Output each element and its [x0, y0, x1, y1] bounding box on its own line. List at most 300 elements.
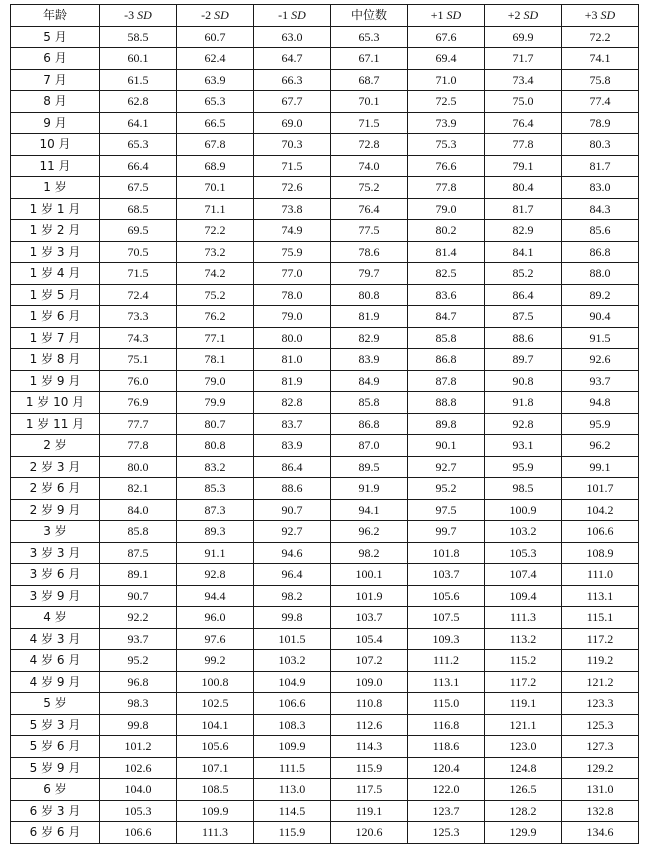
- cell-minus-2sd: 108.5: [177, 779, 254, 801]
- table-row: [11, 435, 639, 457]
- cell-plus-2sd: 119.1: [485, 693, 562, 715]
- cell-plus-1sd: 75.3: [408, 134, 485, 156]
- cell-minus-3sd: 77.7: [100, 413, 177, 435]
- header-minus-2sd: [177, 5, 254, 27]
- cell-minus-3sd: 101.2: [100, 736, 177, 758]
- cell-age: 5 岁 3 月: [11, 714, 100, 736]
- cell-minus-2sd: 96.0: [177, 607, 254, 629]
- cell-median: 77.5: [331, 220, 408, 242]
- cell-age: 6 月: [11, 48, 100, 70]
- cell-age: 1 岁 11 月: [11, 413, 100, 435]
- cell-plus-3sd: 129.2: [562, 757, 639, 779]
- table-row: [11, 112, 639, 134]
- cell-plus-1sd: 97.5: [408, 499, 485, 521]
- cell-minus-2sd: 105.6: [177, 736, 254, 758]
- cell-plus-2sd: 87.5: [485, 306, 562, 328]
- cell-plus-2sd: 129.9: [485, 822, 562, 844]
- cell-plus-1sd: 116.8: [408, 714, 485, 736]
- cell-age: 11 月: [11, 155, 100, 177]
- cell-age: 6 岁 6 月: [11, 822, 100, 844]
- table-header: [11, 5, 639, 27]
- cell-plus-3sd: 75.8: [562, 69, 639, 91]
- cell-plus-2sd: 89.7: [485, 349, 562, 371]
- cell-plus-2sd: 95.9: [485, 456, 562, 478]
- cell-age: 1 岁 3 月: [11, 241, 100, 263]
- cell-minus-1sd: 99.8: [254, 607, 331, 629]
- cell-minus-1sd: 73.8: [254, 198, 331, 220]
- cell-age: 5 岁: [11, 693, 100, 715]
- cell-plus-3sd: 72.2: [562, 26, 639, 48]
- cell-minus-1sd: 79.0: [254, 306, 331, 328]
- cell-plus-2sd: 77.8: [485, 134, 562, 156]
- cell-minus-1sd: 111.5: [254, 757, 331, 779]
- cell-median: 115.9: [331, 757, 408, 779]
- cell-age: 6 岁 3 月: [11, 800, 100, 822]
- cell-minus-3sd: 95.2: [100, 650, 177, 672]
- cell-plus-1sd: 123.7: [408, 800, 485, 822]
- cell-plus-2sd: 105.3: [485, 542, 562, 564]
- cell-minus-3sd: 58.5: [100, 26, 177, 48]
- cell-minus-3sd: 66.4: [100, 155, 177, 177]
- cell-age: 1 岁: [11, 177, 100, 199]
- table-row: [11, 48, 639, 70]
- cell-age: 2 岁 6 月: [11, 478, 100, 500]
- cell-minus-2sd: 102.5: [177, 693, 254, 715]
- cell-age: 3 岁 6 月: [11, 564, 100, 586]
- cell-plus-1sd: 76.6: [408, 155, 485, 177]
- cell-plus-2sd: 109.4: [485, 585, 562, 607]
- cell-plus-1sd: 95.2: [408, 478, 485, 500]
- cell-plus-2sd: 80.4: [485, 177, 562, 199]
- cell-age: 1 岁 4 月: [11, 263, 100, 285]
- cell-minus-2sd: 87.3: [177, 499, 254, 521]
- cell-plus-2sd: 76.4: [485, 112, 562, 134]
- cell-age: 9 月: [11, 112, 100, 134]
- cell-plus-1sd: 67.6: [408, 26, 485, 48]
- cell-age: 1 岁 6 月: [11, 306, 100, 328]
- cell-plus-1sd: 109.3: [408, 628, 485, 650]
- cell-minus-2sd: 99.2: [177, 650, 254, 672]
- cell-plus-2sd: 100.9: [485, 499, 562, 521]
- cell-minus-1sd: 83.7: [254, 413, 331, 435]
- cell-minus-2sd: 74.2: [177, 263, 254, 285]
- cell-minus-3sd: 105.3: [100, 800, 177, 822]
- cell-age: 3 岁 9 月: [11, 585, 100, 607]
- cell-minus-3sd: 73.3: [100, 306, 177, 328]
- table-row: [11, 284, 639, 306]
- cell-minus-3sd: 68.5: [100, 198, 177, 220]
- table-row: [11, 521, 639, 543]
- cell-plus-2sd: 82.9: [485, 220, 562, 242]
- cell-plus-1sd: 88.8: [408, 392, 485, 414]
- cell-median: 119.1: [331, 800, 408, 822]
- cell-minus-1sd: 69.0: [254, 112, 331, 134]
- table-row: [11, 693, 639, 715]
- cell-minus-2sd: 85.3: [177, 478, 254, 500]
- table-row: [11, 607, 639, 629]
- cell-minus-1sd: 75.9: [254, 241, 331, 263]
- cell-minus-3sd: 65.3: [100, 134, 177, 156]
- cell-plus-3sd: 86.8: [562, 241, 639, 263]
- cell-median: 79.7: [331, 263, 408, 285]
- cell-plus-3sd: 127.3: [562, 736, 639, 758]
- cell-minus-2sd: 79.9: [177, 392, 254, 414]
- table-row: [11, 263, 639, 285]
- cell-minus-2sd: 89.3: [177, 521, 254, 543]
- cell-median: 107.2: [331, 650, 408, 672]
- cell-age: 2 岁 9 月: [11, 499, 100, 521]
- header-minus-3sd-unit: SD: [137, 8, 152, 23]
- cell-median: 71.5: [331, 112, 408, 134]
- cell-median: 84.9: [331, 370, 408, 392]
- cell-plus-2sd: 128.2: [485, 800, 562, 822]
- cell-plus-2sd: 71.7: [485, 48, 562, 70]
- table-row: [11, 327, 639, 349]
- cell-age: 2 岁: [11, 435, 100, 457]
- cell-minus-2sd: 80.7: [177, 413, 254, 435]
- cell-minus-2sd: 62.4: [177, 48, 254, 70]
- cell-median: 120.6: [331, 822, 408, 844]
- cell-plus-2sd: 84.1: [485, 241, 562, 263]
- cell-plus-1sd: 81.4: [408, 241, 485, 263]
- cell-plus-3sd: 115.1: [562, 607, 639, 629]
- cell-minus-1sd: 70.3: [254, 134, 331, 156]
- cell-minus-3sd: 99.8: [100, 714, 177, 736]
- header-median: 中位数: [331, 5, 408, 27]
- cell-plus-3sd: 96.2: [562, 435, 639, 457]
- cell-minus-2sd: 78.1: [177, 349, 254, 371]
- cell-plus-3sd: 123.3: [562, 693, 639, 715]
- header-minus-3sd: [100, 5, 177, 27]
- cell-plus-2sd: 88.6: [485, 327, 562, 349]
- cell-minus-3sd: 60.1: [100, 48, 177, 70]
- cell-age: 1 岁 1 月: [11, 198, 100, 220]
- cell-minus-3sd: 77.8: [100, 435, 177, 457]
- cell-minus-1sd: 94.6: [254, 542, 331, 564]
- cell-median: 89.5: [331, 456, 408, 478]
- cell-median: 82.9: [331, 327, 408, 349]
- cell-minus-2sd: 70.1: [177, 177, 254, 199]
- cell-plus-3sd: 101.7: [562, 478, 639, 500]
- cell-plus-1sd: 84.7: [408, 306, 485, 328]
- cell-minus-2sd: 77.1: [177, 327, 254, 349]
- header-plus-1sd-sign: +1: [430, 8, 444, 23]
- cell-minus-3sd: 104.0: [100, 779, 177, 801]
- cell-minus-2sd: 109.9: [177, 800, 254, 822]
- cell-median: 70.1: [331, 91, 408, 113]
- cell-minus-1sd: 114.5: [254, 800, 331, 822]
- cell-minus-1sd: 81.0: [254, 349, 331, 371]
- cell-age: 5 月: [11, 26, 100, 48]
- cell-minus-2sd: 79.0: [177, 370, 254, 392]
- cell-plus-1sd: 122.0: [408, 779, 485, 801]
- table-row: [11, 220, 639, 242]
- cell-minus-3sd: 106.6: [100, 822, 177, 844]
- table-row: [11, 456, 639, 478]
- cell-minus-1sd: 109.9: [254, 736, 331, 758]
- cell-plus-1sd: 125.3: [408, 822, 485, 844]
- header-row: [11, 5, 639, 27]
- cell-median: 74.0: [331, 155, 408, 177]
- cell-minus-3sd: 70.5: [100, 241, 177, 263]
- cell-plus-1sd: 86.8: [408, 349, 485, 371]
- table-row: [11, 757, 639, 779]
- cell-median: 94.1: [331, 499, 408, 521]
- cell-plus-3sd: 111.0: [562, 564, 639, 586]
- table-row: [11, 714, 639, 736]
- cell-plus-1sd: 113.1: [408, 671, 485, 693]
- cell-plus-1sd: 71.0: [408, 69, 485, 91]
- cell-plus-2sd: 90.8: [485, 370, 562, 392]
- cell-minus-2sd: 66.5: [177, 112, 254, 134]
- cell-median: 78.6: [331, 241, 408, 263]
- cell-minus-1sd: 82.8: [254, 392, 331, 414]
- cell-plus-2sd: 117.2: [485, 671, 562, 693]
- cell-minus-3sd: 89.1: [100, 564, 177, 586]
- cell-minus-2sd: 72.2: [177, 220, 254, 242]
- cell-median: 91.9: [331, 478, 408, 500]
- cell-minus-3sd: 64.1: [100, 112, 177, 134]
- cell-minus-1sd: 67.7: [254, 91, 331, 113]
- cell-minus-3sd: 90.7: [100, 585, 177, 607]
- cell-minus-1sd: 113.0: [254, 779, 331, 801]
- header-plus-3sd-sign: +3: [584, 8, 598, 23]
- cell-minus-3sd: 93.7: [100, 628, 177, 650]
- cell-plus-3sd: 90.4: [562, 306, 639, 328]
- cell-age: 4 岁 3 月: [11, 628, 100, 650]
- cell-age: 10 月: [11, 134, 100, 156]
- cell-median: 67.1: [331, 48, 408, 70]
- cell-minus-3sd: 71.5: [100, 263, 177, 285]
- cell-minus-1sd: 104.9: [254, 671, 331, 693]
- cell-minus-3sd: 92.2: [100, 607, 177, 629]
- table-row: [11, 26, 639, 48]
- cell-plus-1sd: 89.8: [408, 413, 485, 435]
- cell-median: 101.9: [331, 585, 408, 607]
- cell-plus-2sd: 121.1: [485, 714, 562, 736]
- table-row: [11, 198, 639, 220]
- cell-plus-3sd: 85.6: [562, 220, 639, 242]
- cell-median: 68.7: [331, 69, 408, 91]
- cell-plus-1sd: 79.0: [408, 198, 485, 220]
- table-body: [11, 26, 639, 843]
- cell-age: 3 岁: [11, 521, 100, 543]
- cell-minus-2sd: 73.2: [177, 241, 254, 263]
- cell-plus-1sd: 101.8: [408, 542, 485, 564]
- cell-plus-2sd: 98.5: [485, 478, 562, 500]
- cell-plus-1sd: 118.6: [408, 736, 485, 758]
- cell-plus-2sd: 79.1: [485, 155, 562, 177]
- cell-plus-3sd: 131.0: [562, 779, 639, 801]
- cell-minus-1sd: 71.5: [254, 155, 331, 177]
- table-row: [11, 177, 639, 199]
- cell-minus-2sd: 111.3: [177, 822, 254, 844]
- cell-age: 1 岁 9 月: [11, 370, 100, 392]
- cell-age: 6 岁: [11, 779, 100, 801]
- cell-plus-1sd: 111.2: [408, 650, 485, 672]
- cell-plus-1sd: 72.5: [408, 91, 485, 113]
- cell-plus-3sd: 77.4: [562, 91, 639, 113]
- cell-age: 1 岁 8 月: [11, 349, 100, 371]
- cell-minus-1sd: 92.7: [254, 521, 331, 543]
- cell-plus-1sd: 83.6: [408, 284, 485, 306]
- cell-age: 1 岁 7 月: [11, 327, 100, 349]
- cell-minus-2sd: 63.9: [177, 69, 254, 91]
- header-minus-1sd: [254, 5, 331, 27]
- table-row: [11, 349, 639, 371]
- cell-plus-2sd: 75.0: [485, 91, 562, 113]
- cell-minus-2sd: 76.2: [177, 306, 254, 328]
- cell-median: 81.9: [331, 306, 408, 328]
- cell-minus-3sd: 76.9: [100, 392, 177, 414]
- cell-plus-3sd: 92.6: [562, 349, 639, 371]
- cell-median: 109.0: [331, 671, 408, 693]
- cell-plus-1sd: 120.4: [408, 757, 485, 779]
- table-row: [11, 392, 639, 414]
- header-minus-2sd-unit: SD: [214, 8, 229, 23]
- cell-plus-3sd: 99.1: [562, 456, 639, 478]
- cell-plus-3sd: 134.6: [562, 822, 639, 844]
- cell-minus-3sd: 62.8: [100, 91, 177, 113]
- cell-plus-1sd: 77.8: [408, 177, 485, 199]
- cell-minus-2sd: 75.2: [177, 284, 254, 306]
- cell-plus-3sd: 84.3: [562, 198, 639, 220]
- cell-median: 72.8: [331, 134, 408, 156]
- cell-age: 1 岁 2 月: [11, 220, 100, 242]
- table-row: [11, 499, 639, 521]
- cell-median: 75.2: [331, 177, 408, 199]
- growth-standard-table: [10, 4, 639, 844]
- cell-median: 83.9: [331, 349, 408, 371]
- cell-plus-2sd: 115.2: [485, 650, 562, 672]
- cell-plus-2sd: 81.7: [485, 198, 562, 220]
- cell-plus-2sd: 111.3: [485, 607, 562, 629]
- header-plus-3sd-unit: SD: [600, 8, 616, 23]
- cell-plus-2sd: 103.2: [485, 521, 562, 543]
- cell-plus-1sd: 99.7: [408, 521, 485, 543]
- cell-minus-2sd: 65.3: [177, 91, 254, 113]
- table-row: [11, 91, 639, 113]
- table-row: [11, 736, 639, 758]
- cell-minus-2sd: 67.8: [177, 134, 254, 156]
- cell-plus-3sd: 93.7: [562, 370, 639, 392]
- cell-minus-1sd: 66.3: [254, 69, 331, 91]
- header-age: 年龄: [11, 5, 100, 27]
- cell-age: 5 岁 9 月: [11, 757, 100, 779]
- table-row: [11, 241, 639, 263]
- table-row: [11, 650, 639, 672]
- cell-minus-3sd: 76.0: [100, 370, 177, 392]
- cell-minus-1sd: 115.9: [254, 822, 331, 844]
- cell-minus-2sd: 94.4: [177, 585, 254, 607]
- cell-minus-2sd: 60.7: [177, 26, 254, 48]
- cell-median: 86.8: [331, 413, 408, 435]
- cell-plus-3sd: 83.0: [562, 177, 639, 199]
- cell-plus-1sd: 73.9: [408, 112, 485, 134]
- cell-minus-1sd: 90.7: [254, 499, 331, 521]
- cell-minus-3sd: 87.5: [100, 542, 177, 564]
- cell-median: 80.8: [331, 284, 408, 306]
- cell-minus-2sd: 80.8: [177, 435, 254, 457]
- cell-minus-1sd: 81.9: [254, 370, 331, 392]
- cell-minus-2sd: 92.8: [177, 564, 254, 586]
- cell-minus-1sd: 74.9: [254, 220, 331, 242]
- cell-median: 100.1: [331, 564, 408, 586]
- table-row: [11, 306, 639, 328]
- cell-plus-3sd: 132.8: [562, 800, 639, 822]
- cell-minus-1sd: 88.6: [254, 478, 331, 500]
- header-plus-2sd: [485, 5, 562, 27]
- cell-minus-3sd: 85.8: [100, 521, 177, 543]
- cell-minus-3sd: 102.6: [100, 757, 177, 779]
- cell-plus-1sd: 107.5: [408, 607, 485, 629]
- cell-median: 105.4: [331, 628, 408, 650]
- cell-plus-2sd: 85.2: [485, 263, 562, 285]
- cell-minus-3sd: 74.3: [100, 327, 177, 349]
- cell-plus-1sd: 82.5: [408, 263, 485, 285]
- cell-plus-2sd: 69.9: [485, 26, 562, 48]
- cell-plus-3sd: 91.5: [562, 327, 639, 349]
- cell-minus-3sd: 80.0: [100, 456, 177, 478]
- cell-plus-3sd: 104.2: [562, 499, 639, 521]
- cell-plus-2sd: 113.2: [485, 628, 562, 650]
- cell-plus-3sd: 125.3: [562, 714, 639, 736]
- cell-median: 76.4: [331, 198, 408, 220]
- cell-minus-2sd: 83.2: [177, 456, 254, 478]
- table-row: [11, 564, 639, 586]
- cell-plus-3sd: 113.1: [562, 585, 639, 607]
- cell-minus-3sd: 72.4: [100, 284, 177, 306]
- cell-minus-2sd: 100.8: [177, 671, 254, 693]
- cell-plus-3sd: 119.2: [562, 650, 639, 672]
- cell-median: 96.2: [331, 521, 408, 543]
- cell-age: 3 岁 3 月: [11, 542, 100, 564]
- cell-minus-2sd: 97.6: [177, 628, 254, 650]
- cell-minus-1sd: 83.9: [254, 435, 331, 457]
- cell-minus-3sd: 67.5: [100, 177, 177, 199]
- header-minus-1sd-sign: -1: [278, 8, 289, 23]
- cell-age: 4 岁 9 月: [11, 671, 100, 693]
- cell-age: 4 岁: [11, 607, 100, 629]
- cell-age: 4 岁 6 月: [11, 650, 100, 672]
- cell-minus-1sd: 78.0: [254, 284, 331, 306]
- cell-plus-2sd: 93.1: [485, 435, 562, 457]
- cell-minus-1sd: 108.3: [254, 714, 331, 736]
- cell-minus-1sd: 77.0: [254, 263, 331, 285]
- cell-plus-3sd: 106.6: [562, 521, 639, 543]
- cell-plus-1sd: 85.8: [408, 327, 485, 349]
- cell-minus-2sd: 71.1: [177, 198, 254, 220]
- cell-age: 2 岁 3 月: [11, 456, 100, 478]
- header-minus-3sd-sign: -3: [124, 8, 135, 23]
- cell-plus-2sd: 92.8: [485, 413, 562, 435]
- cell-minus-3sd: 96.8: [100, 671, 177, 693]
- cell-plus-2sd: 107.4: [485, 564, 562, 586]
- cell-median: 114.3: [331, 736, 408, 758]
- cell-minus-3sd: 84.0: [100, 499, 177, 521]
- cell-minus-1sd: 72.6: [254, 177, 331, 199]
- cell-plus-1sd: 80.2: [408, 220, 485, 242]
- header-plus-2sd-sign: +2: [507, 8, 521, 23]
- cell-plus-2sd: 91.8: [485, 392, 562, 414]
- cell-plus-3sd: 89.2: [562, 284, 639, 306]
- cell-minus-1sd: 101.5: [254, 628, 331, 650]
- cell-minus-1sd: 98.2: [254, 585, 331, 607]
- cell-minus-3sd: 98.3: [100, 693, 177, 715]
- cell-minus-3sd: 69.5: [100, 220, 177, 242]
- cell-median: 103.7: [331, 607, 408, 629]
- cell-median: 117.5: [331, 779, 408, 801]
